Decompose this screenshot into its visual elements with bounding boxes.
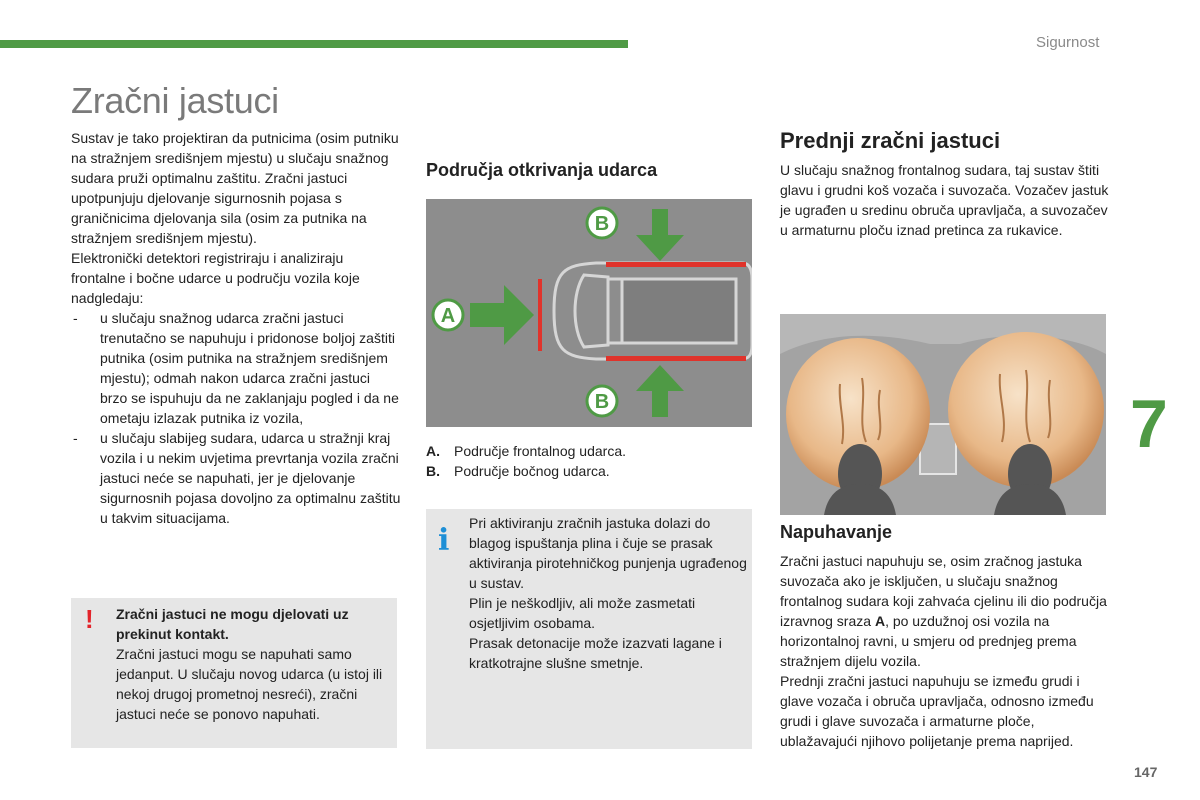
side-impact-zone-bottom: [606, 356, 746, 361]
intro-column: [71, 128, 401, 528]
warning-title: Zračni jastuci ne mogu djelovati uz prekinut kontakt.: [116, 606, 349, 642]
label-b-top: B: [594, 213, 610, 235]
page-number: 147: [1134, 764, 1158, 780]
front-airbags-text: U slučaju snažnog frontalnog sudara, taj sustav štiti glavu i grudni koš vozača i suvozača. Vozačev jastuk je ugrađen u sredinu obruča upravljača, a suvozačev u armaturnu ploču iznad pretinca za rukavice.: [780, 162, 1109, 238]
intro-paragraph-1: Sustav je tako projektiran da putnicima (osim putniku na stražnjem središnjem mjestu) u slučaju snažnog sudara pruži optimalnu zaštitu. Zračni jastuci upotpunjuju djelovanje sigurnosnih pojasa s graničnicima djelovanja sila (osim za putnika na stražnjem središnjem mjestu).: [71, 130, 399, 246]
airbag-deployment-illustration: [780, 314, 1106, 515]
legend-item: [426, 441, 752, 461]
intro-bullet-list: [71, 308, 401, 528]
info-text: [469, 513, 747, 673]
warning-box: [71, 598, 397, 748]
page-title: Zračni jastuci: [71, 80, 279, 121]
list-item-text: u slučaju snažnog udarca zračni jastuci trenutačno se napuhuju i pridonose boljoj zaštiti putnika (osim putnika na stražnjem središnjem mjestu); odmah nakon udarca zračni jastuci brzo se ispuhuju da ne zaklanjaju pogled i da ne ometaju izlazak putnika iz vozila,: [100, 310, 399, 426]
label-a: A: [440, 305, 456, 327]
inflation-paragraph-1: Zračni jastuci napuhuju se, osim zračnog jastuka suvozača ako je isključen, u slučaju snažnog frontalnog sudara koji zahvaća cjelinu ili dio područja izravnog sraza A, po uzdužnoj osi vozila na horizontalnoj ravni, u smjeru od prednjeg prema stražnjem dijelu vozila.: [780, 553, 1107, 669]
inflation-heading: Napuhavanje: [780, 522, 893, 542]
warning-body: Zračni jastuci mogu se napuhati samo jedanput. U slučaju novog udarca (u istoj ili nekoj drugoj prometnoj nesreći), zračni jastuci neće se ponovo napuhati.: [116, 646, 383, 722]
front-impact-zone: [538, 279, 542, 351]
car-top-view-illustration: [426, 199, 752, 427]
intro-paragraph-2: Elektronički detektori registriraju i analiziraju frontalne i bočne udarce u području vozila koje nadgledaju:: [71, 250, 360, 306]
front-airbags-heading: Prednji zračni jastuci: [780, 128, 1001, 153]
info-line: Plin je neškodljiv, ali može zasmetati osjetljivim osobama.: [469, 595, 696, 631]
zones-heading: Područja otkrivanja udarca: [426, 160, 658, 180]
list-item: [71, 308, 401, 428]
info-line: Pri aktiviranju zračnih jastuka dolazi do blagog ispuštanja plina i čuje se prasak aktiviranja pirotehničkog punjenja ugrađenog u sustav.: [469, 515, 747, 591]
inflation-paragraph-2: Prednji zračni jastuci napuhuju se između grudi i glave vozača i obruča upravljača, odnosno između grudi i glave suvozača i armaturne ploče, ublažavajući njihovo polijetanje prema naprijed.: [780, 673, 1094, 749]
inflation-text: [780, 551, 1110, 751]
dash-icon: -: [73, 310, 78, 326]
list-item-text: u slučaju slabijeg sudara, udarca u stražnji kraj vozila i u nekim uvjetima prevrtanja vozila zračni jastuci neće se napuhati, jer je djelovanje sigurnosnih pojasa dovoljno za optimalnu zaštitu u takvim situacijama.: [100, 430, 401, 526]
info-box: [426, 509, 752, 749]
side-impact-zone-top: [606, 262, 746, 267]
legend-text: Područje bočnog udarca.: [454, 463, 610, 479]
list-item: [71, 428, 401, 528]
warning-icon: !: [85, 604, 94, 634]
info-icon: i: [438, 523, 450, 558]
legend-text: Područje frontalnog udarca.: [454, 443, 626, 459]
warning-text: [116, 604, 391, 724]
legend-key: B.: [426, 463, 440, 479]
section-label: Sigurnost: [1036, 34, 1100, 51]
diagram-legend: [426, 441, 752, 481]
legend-item: [426, 461, 752, 481]
header-accent-bar: [0, 40, 628, 48]
impact-zones-diagram: [426, 199, 752, 427]
dash-icon: -: [73, 430, 78, 446]
label-b-bottom: B: [594, 391, 610, 413]
info-line: Prasak detonacije može izazvati lagane i kratkotrajne slušne smetnje.: [469, 635, 722, 671]
chapter-number: 7: [1130, 386, 1168, 462]
legend-key: A.: [426, 443, 440, 459]
